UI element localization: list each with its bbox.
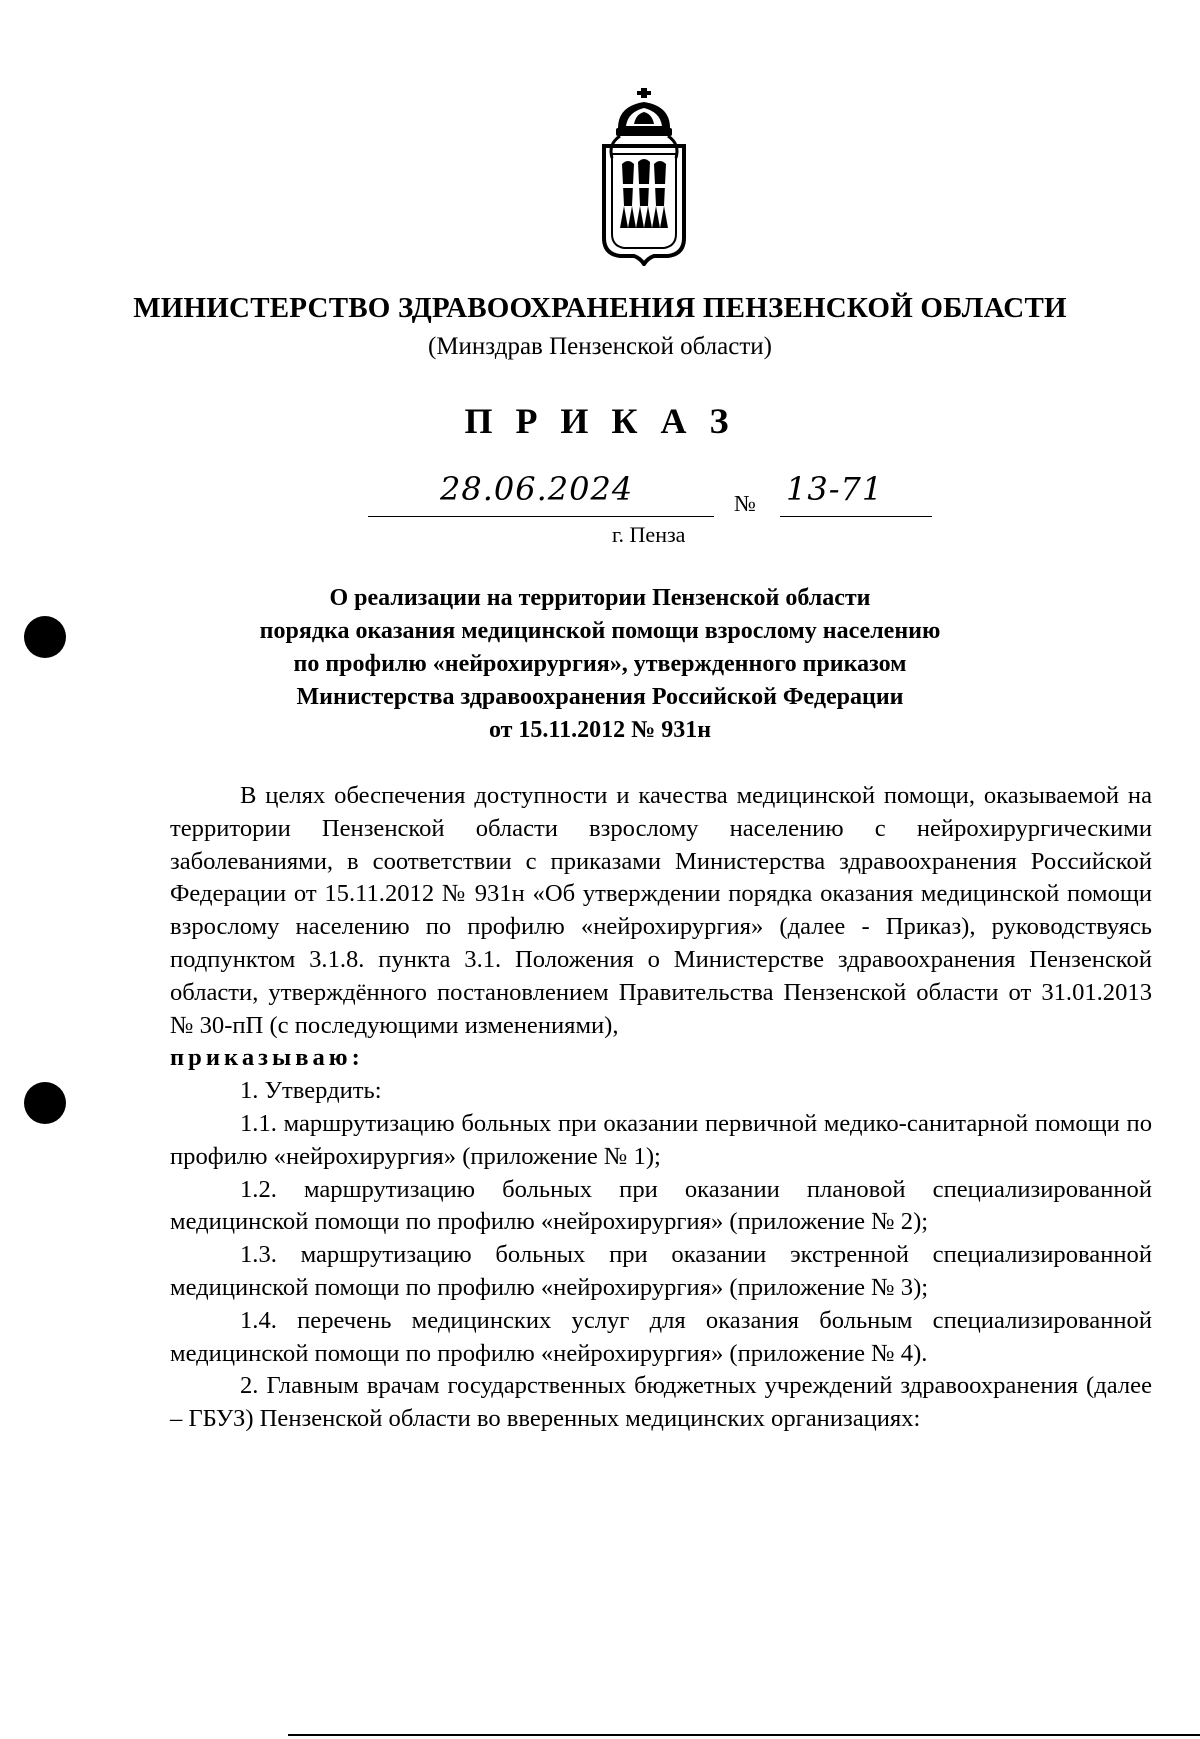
- punch-hole-top: [24, 616, 66, 658]
- handwritten-number: 13-71: [786, 470, 884, 508]
- date-underline: [368, 516, 714, 517]
- order-title-line: Министерства здравоохранения Российской Федерации: [296, 684, 904, 710]
- preamble-paragraph: В целях обеспечения доступности и качества медицинской помощи, оказываемой на территории Пензенской области взрослому населению с нейрохирургическими заболеваниями, в соответствии с приказами Министерства здравоохранения Российской Федерации от 15.11.2012 № 931н «Об утверждении порядка оказания медицинской помощи взрослому населению по профилю «нейрохирургия» (далее - Приказ), руководствуясь подпунктом 3.1.8. пункта 3.1. Положения о Министерстве здравоохранения Пензенской области, утверждённого постановлением Правительства Пензенской области от 31.01.2013 № 30-пП (с последующими изменениями),: [170, 782, 1152, 1039]
- order-title-line: от 15.11.2012 № 931н: [488, 717, 712, 743]
- item-1-4: 1.4. перечень медицинских услуг для оказания больным специализированной медицинской помощи по профилю «нейрохирургия» (приложение № 4).: [170, 1306, 1152, 1367]
- sheaves-icon: [620, 159, 668, 228]
- item-1-2: 1.2. маршрутизацию больных при оказании плановой специализированной медицинской помощи по профилю «нейрохирургия» (приложение № 2);: [170, 1175, 1152, 1236]
- number-sign: №: [734, 491, 756, 516]
- punch-hole-bottom: [24, 1082, 66, 1124]
- order-word: приказываю:: [170, 1044, 364, 1072]
- item-2: 2. Главным врачам государственных бюджетных учреждений здравоохранения (далее – ГБУЗ) Пензенской области во вверенных медицинских организациях:: [170, 1372, 1152, 1433]
- document-type-title: П Р И К А З: [464, 401, 736, 441]
- coat-of-arms-emblem: [598, 88, 690, 266]
- item-1-3: 1.3. маршрутизацию больных при оказании экстренной специализированной медицинской помощи по профилю «нейрохирургия» (приложение № 3);: [170, 1241, 1152, 1301]
- ministry-short-name: (Минздрав Пензенской области): [428, 333, 772, 360]
- ministry-name: МИНИСТЕРСТВО ЗДРАВООХРАНЕНИЯ ПЕНЗЕНСКОЙ ОБЛАСТИ: [133, 292, 1067, 324]
- order-title: [200, 582, 1000, 747]
- order-title-line: по профилю «нейрохирургия», утвержденного приказом: [293, 651, 907, 677]
- item-1-1: 1.1. маршрутизацию больных при оказании первичной медико-санитарной помощи по профилю «нейрохирургия» (приложение № 1);: [170, 1109, 1152, 1170]
- crown-icon: [616, 88, 672, 136]
- order-body: [170, 780, 1152, 1436]
- order-title-line: О реализации на территории Пензенской области: [329, 585, 871, 611]
- handwritten-date: 28.06.2024: [440, 470, 634, 508]
- city-label: г. Пенза: [612, 522, 686, 547]
- item-1: 1. Утвердить:: [240, 1077, 382, 1105]
- order-title-line: порядка оказания медицинской помощи взрослому населению: [259, 618, 941, 644]
- page-bottom-rule: [288, 1734, 1200, 1736]
- number-underline: [780, 516, 932, 517]
